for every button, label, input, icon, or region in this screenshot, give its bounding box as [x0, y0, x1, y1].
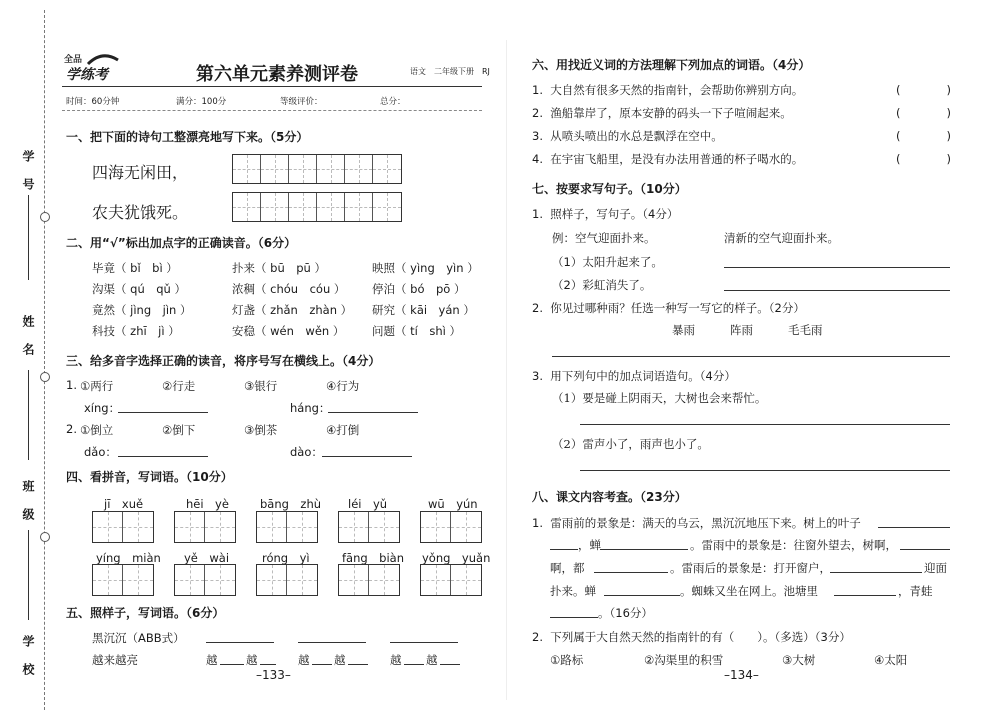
- rain-type: 暴雨: [672, 323, 695, 337]
- answer-line[interactable]: [118, 456, 208, 457]
- answer-paren[interactable]: ( ): [896, 152, 951, 166]
- sec2-title: 二、用“√”标出加点字的正确读音。（6分）: [66, 236, 297, 250]
- pinyin-prompt: yǒng yuǎn: [422, 551, 491, 565]
- sec7-q3b: （2）雷声小了，雨声也小了。: [552, 437, 709, 451]
- binding-strip: [0, 0, 55, 722]
- sec7-q1: 1. 照样子，写句子。（4分）: [532, 207, 679, 221]
- sec4-title: 四、看拼音，写词语。（10分）: [66, 470, 233, 484]
- q-num: 2.: [66, 422, 77, 436]
- word-box[interactable]: [92, 511, 154, 543]
- answer-line[interactable]: [206, 642, 274, 643]
- word-box[interactable]: [256, 564, 318, 596]
- sec3-title: 三、给多音字选择正确的读音，将序号写在横线上。（4分）: [66, 354, 381, 368]
- pinyin-label: háng：: [290, 401, 331, 415]
- answer-line[interactable]: [404, 664, 424, 665]
- choice-option[interactable]: ①路标: [550, 653, 584, 667]
- pinyin-item[interactable]: 浓稠（ chóu cóu ）: [232, 282, 346, 296]
- brand-logo: 全品 学练考: [62, 52, 122, 82]
- word-box[interactable]: [174, 564, 236, 596]
- answer-paren[interactable]: ( ): [896, 106, 951, 120]
- answer-line[interactable]: [834, 595, 896, 596]
- yue-char: 越: [390, 653, 402, 667]
- sec2-col1: [92, 258, 191, 342]
- example-abb: 黑沉沉（ABB式）: [92, 631, 185, 645]
- pinyin-item[interactable]: 沟渠（ qú qǔ ）: [92, 282, 186, 296]
- meta-grade: 等级评价：: [280, 97, 323, 107]
- pinyin-item[interactable]: 毕竟（ bǐ bì ）: [92, 261, 178, 275]
- word-option: ③倒茶: [244, 423, 278, 437]
- answer-line[interactable]: [580, 424, 950, 425]
- pinyin-item[interactable]: 问题（ tí shì ）: [372, 324, 461, 338]
- sentence-1: （1）太阳升起来了。: [552, 255, 663, 269]
- word-option: ④行为: [326, 379, 360, 393]
- word-box[interactable]: [256, 511, 318, 543]
- answer-line[interactable]: [440, 664, 460, 665]
- answer-line[interactable]: [594, 572, 668, 573]
- sec8-text: 扑来。蝉: [550, 584, 596, 598]
- pinyin-prompt: léi yǔ: [348, 497, 388, 511]
- sec8-text: 。雷雨中的景象是：往窗外望去，树啊，: [690, 538, 897, 552]
- sec8-text: 。（16分）: [598, 606, 653, 620]
- word-option: ③银行: [244, 379, 278, 393]
- answer-line[interactable]: [348, 664, 368, 665]
- pinyin-prompt: róng yì: [262, 551, 310, 565]
- sec8-text: 。雷雨后的景象是：打开窗户，: [670, 561, 831, 575]
- sec2-col3: [372, 258, 479, 342]
- pinyin-prompt: hēi yè: [186, 497, 229, 511]
- pinyin-item[interactable]: 扑来（ bū pū ）: [232, 261, 326, 275]
- sec6-title: 六、用找近义词的方法理解下列加点的词语。（4分）: [532, 58, 811, 72]
- writing-grid-2[interactable]: [232, 192, 402, 222]
- sec8-q2: 2. 下列属于大自然天然的指南针的有（ ）。（多选）（3分）: [532, 630, 851, 644]
- pinyin-prompt: yě wài: [184, 551, 230, 565]
- word-box[interactable]: [420, 564, 482, 596]
- pinyin-item[interactable]: 停泊（ bó pō ）: [372, 282, 466, 296]
- answer-line[interactable]: [878, 527, 950, 528]
- sec8-text: 啊，都: [550, 561, 585, 575]
- pinyin-item[interactable]: 映照（ yìng yìn ）: [372, 261, 479, 275]
- answer-line[interactable]: [118, 412, 208, 413]
- word-option: ①两行: [80, 379, 114, 393]
- yue-char: 越: [298, 653, 310, 667]
- answer-paren[interactable]: ( ): [896, 129, 951, 143]
- writing-grid-1[interactable]: [232, 154, 402, 184]
- answer-line[interactable]: [600, 549, 688, 550]
- side-label-name: 姓 名: [21, 315, 35, 362]
- yue-char: 越: [206, 653, 218, 667]
- answer-line[interactable]: [298, 642, 366, 643]
- side-label-school: 学 校: [21, 635, 35, 682]
- answer-line[interactable]: [900, 549, 950, 550]
- sec7-q3a: （1）要是碰上阴雨天，大树也会来帮忙。: [552, 391, 767, 405]
- yue-char: 越: [426, 653, 438, 667]
- sec2-col2: [232, 258, 352, 342]
- example-b: 清新的空气迎面扑来。: [724, 231, 839, 245]
- answer-line[interactable]: [580, 470, 950, 471]
- sec6-item: 2. 渔船靠岸了，原本安静的码头一下子喧闹起来。: [532, 106, 792, 120]
- poem-line-2: 农夫犹饿死。: [92, 203, 189, 222]
- sec7-title: 七、按要求写句子。（10分）: [532, 182, 687, 196]
- poem-line-1: 四海无闲田，: [92, 163, 189, 182]
- side-label-class: 班 级: [21, 480, 35, 527]
- answer-line[interactable]: [724, 267, 950, 268]
- sentence-2: （2）彩虹消失了。: [552, 278, 652, 292]
- sec8-title: 八、课文内容考查。（23分）: [532, 490, 687, 504]
- sec6-item: 1. 大自然有很多天然的指南针，会帮助你辨别方向。: [532, 83, 804, 97]
- sec7-q3: 3. 用下列句中的加点词语造句。（4分）: [532, 369, 736, 383]
- pinyin-label: xíng：: [84, 401, 121, 415]
- answer-line[interactable]: [260, 664, 276, 665]
- answer-line[interactable]: [552, 356, 950, 357]
- sec6-item: 4. 在宇宙飞船里，是没有办法用普通的杯子喝水的。: [532, 152, 804, 166]
- pinyin-item[interactable]: 竟然（ jìng jìn ）: [92, 303, 192, 317]
- word-box[interactable]: [338, 511, 400, 543]
- word-box[interactable]: [174, 511, 236, 543]
- answer-line[interactable]: [390, 642, 458, 643]
- sec5-title: 五、照样子，写词语。（6分）: [66, 606, 225, 620]
- pinyin-label: dǎo：: [84, 445, 117, 459]
- answer-line[interactable]: [604, 595, 680, 596]
- sec8-text: ，蝉: [578, 538, 601, 552]
- pinyin-prompt: bāng zhù: [260, 497, 322, 511]
- word-option: ④打倒: [326, 423, 360, 437]
- q-num: 1.: [66, 378, 77, 392]
- answer-line[interactable]: [220, 664, 244, 665]
- word-option: ②行走: [162, 379, 196, 393]
- choice-option[interactable]: ②沟渠里的积雪: [644, 653, 724, 667]
- meta-time: 时间：60分钟: [66, 97, 120, 107]
- pinyin-item[interactable]: 灯盏（ zhǎn zhàn ）: [232, 303, 353, 317]
- answer-line[interactable]: [312, 664, 332, 665]
- subject-tag: 语文 二年级下册 RJ: [410, 67, 490, 76]
- sec1-title: 一、把下面的诗句工整漂亮地写下来。（5分）: [66, 130, 309, 144]
- rain-type: 毛毛雨: [788, 323, 823, 337]
- sec8-text: 1. 雷雨前的景象是：满天的乌云，黑沉沉地压下来。树上的叶子: [532, 516, 861, 530]
- meta-total: 总分：: [380, 97, 406, 107]
- rain-type: 阵雨: [730, 323, 753, 337]
- page-title: 第六单元素养测评卷: [196, 64, 358, 85]
- pinyin-prompt: yíng miàn: [96, 551, 161, 565]
- word-box[interactable]: [92, 564, 154, 596]
- pinyin-item[interactable]: 安稳（ wén wěn ）: [232, 324, 345, 338]
- answer-line[interactable]: [724, 290, 950, 291]
- word-option: ②倒下: [162, 423, 196, 437]
- answer-line[interactable]: [322, 456, 412, 457]
- yue-char: 越: [246, 653, 258, 667]
- pinyin-prompt: jī xuě: [104, 497, 144, 511]
- yue-char: 越: [334, 653, 346, 667]
- choice-option[interactable]: ④太阳: [874, 653, 908, 667]
- sec7-q2: 2. 你见过哪种雨？任选一种写一写它的样子。（2分）: [532, 301, 805, 315]
- pinyin-item[interactable]: 科技（ zhī jì ）: [92, 324, 180, 338]
- sec8-text: 。蜘蛛又坐在网上。池塘里: [680, 584, 818, 598]
- answer-paren[interactable]: ( ): [896, 83, 951, 97]
- sec8-text: ，青蛙: [898, 584, 933, 598]
- sec8-text: 迎面: [924, 561, 947, 575]
- answer-line[interactable]: [550, 617, 598, 618]
- choice-option[interactable]: ③大树: [782, 653, 816, 667]
- side-label-student-no: 学 号: [21, 150, 35, 197]
- word-box[interactable]: [338, 564, 400, 596]
- pinyin-label: dào：: [290, 445, 323, 459]
- page-number-right: –134–: [724, 668, 759, 682]
- answer-line[interactable]: [328, 412, 418, 413]
- example-yue: 越来越亮: [92, 653, 138, 667]
- answer-line[interactable]: [830, 572, 922, 573]
- pinyin-prompt: wū yún: [428, 497, 478, 511]
- pinyin-prompt: fāng biàn: [342, 551, 405, 565]
- answer-line[interactable]: [550, 549, 578, 550]
- word-box[interactable]: [420, 511, 482, 543]
- word-option: ①倒立: [80, 423, 114, 437]
- sec6-item: 3. 从喷头喷出的水总是飘浮在空中。: [532, 129, 723, 143]
- example-a: 例：空气迎面扑来。: [552, 231, 656, 245]
- pinyin-item[interactable]: 研究（ kāi yán ）: [372, 303, 475, 317]
- meta-full-score: 满分：100分: [176, 97, 227, 107]
- page-number-left: –133–: [256, 668, 291, 682]
